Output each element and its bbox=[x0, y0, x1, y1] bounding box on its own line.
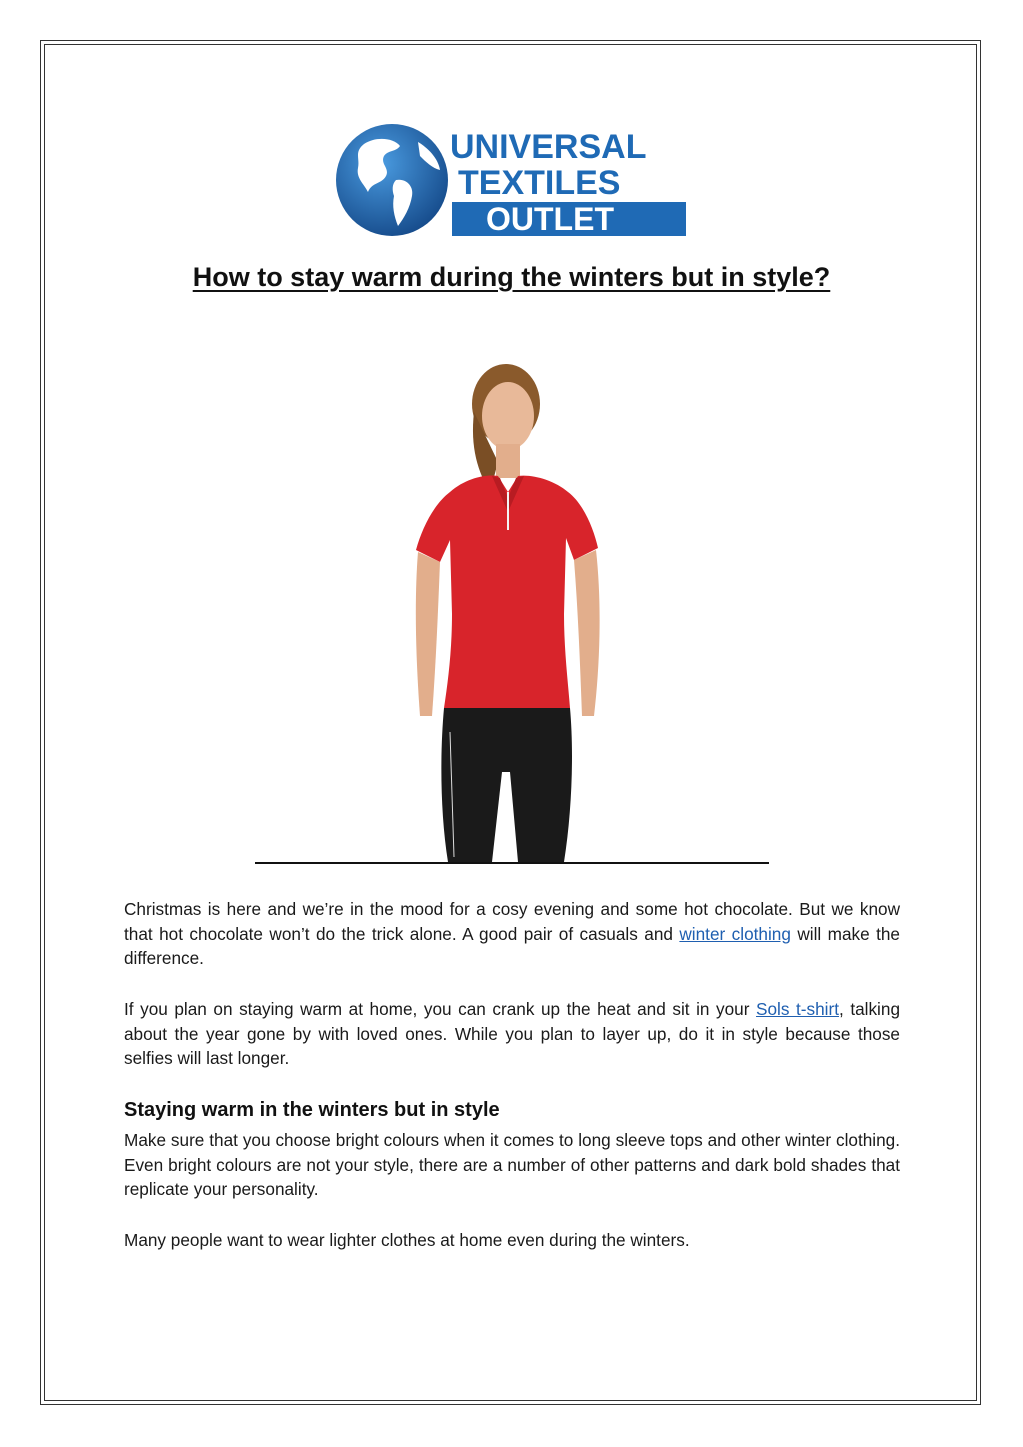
universal-textiles-logo bbox=[334, 122, 690, 238]
photo-underline bbox=[255, 862, 769, 864]
logo-line-outlet: OUTLET bbox=[486, 201, 614, 237]
paragraph-lighter-clothes: Many people want to wear lighter clothes at home even during the winters. bbox=[124, 1230, 690, 1250]
logo-line-universal: UNIVERSAL bbox=[450, 128, 647, 166]
article-title: How to stay warm during the winters but in style? bbox=[192, 262, 831, 292]
paragraph-home: If you plan on staying warm at home, you can crank up the heat and sit in your Sols t-shirt, talking about the year gone by with loved ones. While you plan to layer up, do it in style because those selfies will last longer. bbox=[124, 999, 900, 1068]
paragraph-colours: Make sure that you choose bright colours when it comes to long sleeve tops and other winter clothing. Even bright colours are not your style, there are a number of other patterns and dark bold shades that replicate your personality. bbox=[124, 1130, 900, 1199]
winter-clothing-link[interactable]: winter clothing bbox=[679, 923, 791, 944]
paragraph-intro: Christmas is here and we’re in the mood for a cosy evening and some hot chocolate. But we know that hot chocolate won’t do the trick alone. A good pair of casuals and winter clothing will make the difference. bbox=[124, 899, 900, 968]
model-photo bbox=[388, 352, 622, 862]
logo-line-textiles: TEXTILES bbox=[458, 164, 621, 202]
section-heading: Staying warm in the winters but in style bbox=[124, 1099, 500, 1121]
sols-tshirt-link[interactable]: Sols t-shirt bbox=[756, 999, 839, 1019]
